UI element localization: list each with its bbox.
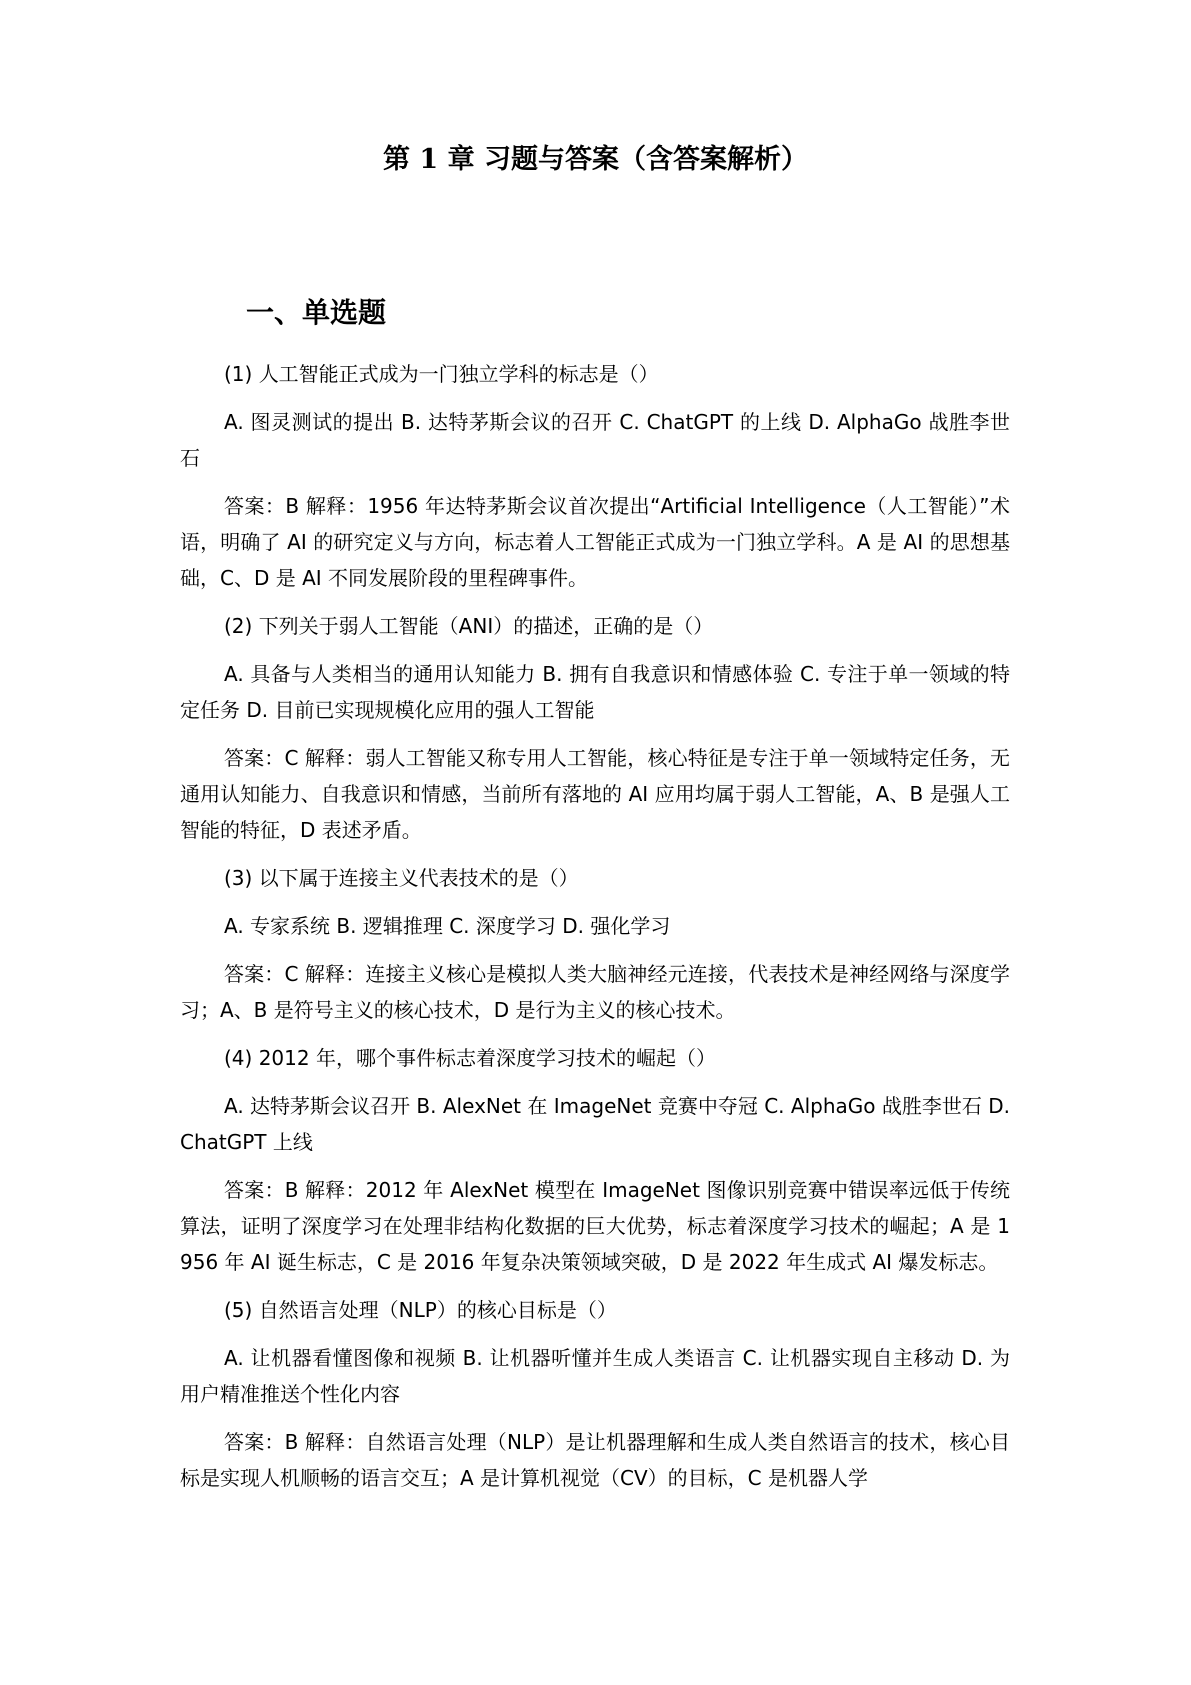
question-item [180, 860, 1010, 1028]
answer-explanation: 答案：C 解释：连接主义核心是模拟人类大脑神经元连接，代表技术是神经网络与深度学习；A、B 是符号主义的核心技术，D 是行为主义的核心技术。 [180, 962, 1010, 1022]
question-list [180, 356, 1010, 1508]
question-text: (3) 以下属于连接主义代表技术的是（） [224, 866, 579, 890]
answer-explanation: 答案：B 解释：2012 年 AlexNet 模型在 ImageNet 图像识别竞赛中错误率远低于传统算法，证明了深度学习在处理非结构化数据的巨大优势，标志着深度学习技术的崛起；A 是 1956 年 AI 诞生标志，C 是 2016 年复杂决策领域突破，D 是 2022 年生成式 AI 爆发标志。 [180, 1178, 1010, 1274]
question-text: (5) 自然语言处理（NLP）的核心目标是（） [224, 1298, 617, 1322]
question-text: (1) 人工智能正式成为一门独立学科的标志是（） [224, 362, 659, 386]
question-options: A. 让机器看懂图像和视频 B. 让机器听懂并生成人类语言 C. 让机器实现自主移动 D. 为用户精准推送个性化内容 [180, 1346, 1010, 1406]
question-options: A. 图灵测试的提出 B. 达特茅斯会议的召开 C. ChatGPT 的上线 D. AlphaGo 战胜李世石 [180, 410, 1010, 470]
answer-explanation: 答案：C 解释：弱人工智能又称专用人工智能，核心特征是专注于单一领域特定任务，无通用认知能力、自我意识和情感，当前所有落地的 AI 应用均属于弱人工智能，A、B 是强人工智能的特征，D 表述矛盾。 [180, 746, 1010, 842]
question-text: (2) 下列关于弱人工智能（ANI）的描述，正确的是（） [224, 614, 714, 638]
question-item [180, 1292, 1010, 1496]
section-heading: 一、单选题 [246, 296, 387, 329]
question-options: A. 专家系统 B. 逻辑推理 C. 深度学习 D. 强化学习 [224, 914, 671, 938]
question-options: A. 达特茅斯会议召开 B. AlexNet 在 ImageNet 竞赛中夺冠 C. AlphaGo 战胜李世石 D. ChatGPT 上线 [180, 1094, 1010, 1154]
question-options: A. 具备与人类相当的通用认知能力 B. 拥有自我意识和情感体验 C. 专注于单一领域的特定任务 D. 目前已实现规模化应用的强人工智能 [180, 662, 1010, 722]
question-text: (4) 2012 年，哪个事件标志着深度学习技术的崛起（） [224, 1046, 716, 1070]
answer-explanation: 答案：B 解释：1956 年达特茅斯会议首次提出“Artificial Intelligence（人工智能）”术语，明确了 AI 的研究定义与方向，标志着人工智能正式成为一门独立学科。A 是 AI 的思想基础，C、D 是 AI 不同发展阶段的里程碑事件。 [180, 494, 1010, 590]
question-item [180, 608, 1010, 848]
question-item [180, 1040, 1010, 1280]
answer-explanation: 答案：B 解释：自然语言处理（NLP）是让机器理解和生成人类自然语言的技术，核心目标是实现人机顺畅的语言交互；A 是计算机视觉（CV）的目标，C 是机器人学 [180, 1430, 1010, 1490]
question-item [180, 356, 1010, 596]
page-title: 第 1 章 习题与答案（含答案解析） [383, 144, 808, 175]
